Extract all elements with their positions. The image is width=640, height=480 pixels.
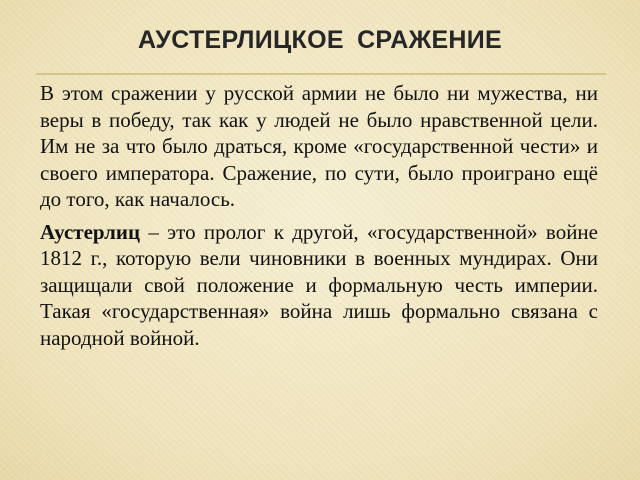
slide-title: АУСТЕРЛИЦКОЕ СРАЖЕНИЕ: [137, 26, 503, 54]
title-divider: [36, 73, 606, 75]
paragraph-1: В этом сражении у русской армии не было ни мужества, ни веры в победу, так как у людей не было нравственной цели. Им не за что было драться, кроме «государственной чести» и своего императора. Сражение, по сути, было проиграно ещё до того, как началось.: [40, 81, 598, 211]
paragraph-2-lead: Аустерлиц: [40, 219, 141, 244]
slide-body: [40, 80, 598, 357]
paragraph-2-text: – это пролог к другой, «государственной» войне 1812 г., которую вели чиновники в военных мундирах. Они защищали свой положение и формальную честь империи. Такая «государственная» война лишь формально связана с народной войной.: [40, 219, 598, 350]
paragraph-2: [40, 219, 598, 352]
